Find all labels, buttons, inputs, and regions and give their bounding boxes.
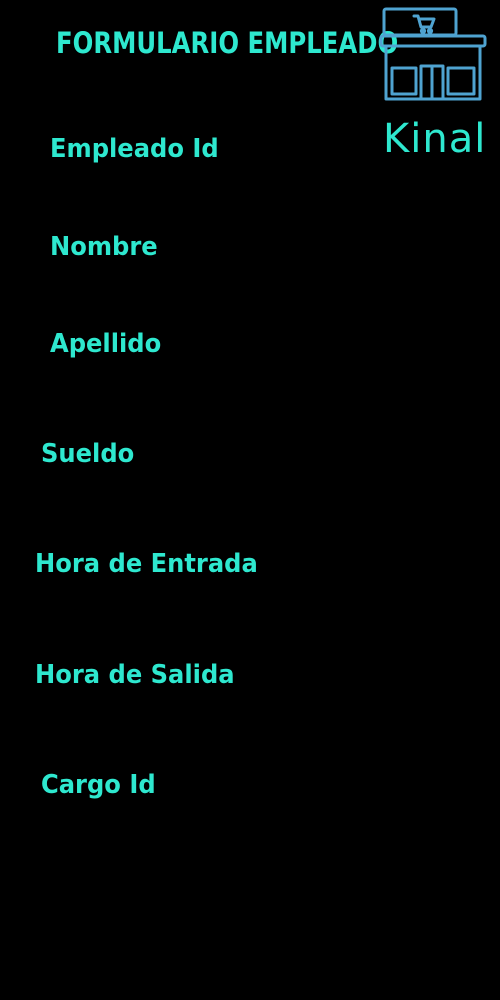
store-cart-icon [378, 6, 490, 106]
label-apellido: Apellido [50, 329, 162, 359]
label-cargo-id: Cargo Id [41, 770, 156, 800]
logo-text: Kinal [383, 116, 487, 162]
form-title: FORMULARIO EMPLEADO [56, 26, 399, 60]
label-hora-salida: Hora de Salida [35, 660, 235, 690]
label-empleado-id: Empleado Id [50, 134, 219, 164]
kinal-logo [378, 6, 490, 162]
label-hora-entrada: Hora de Entrada [35, 549, 258, 579]
label-nombre: Nombre [50, 232, 158, 262]
label-sueldo: Sueldo [41, 439, 135, 469]
